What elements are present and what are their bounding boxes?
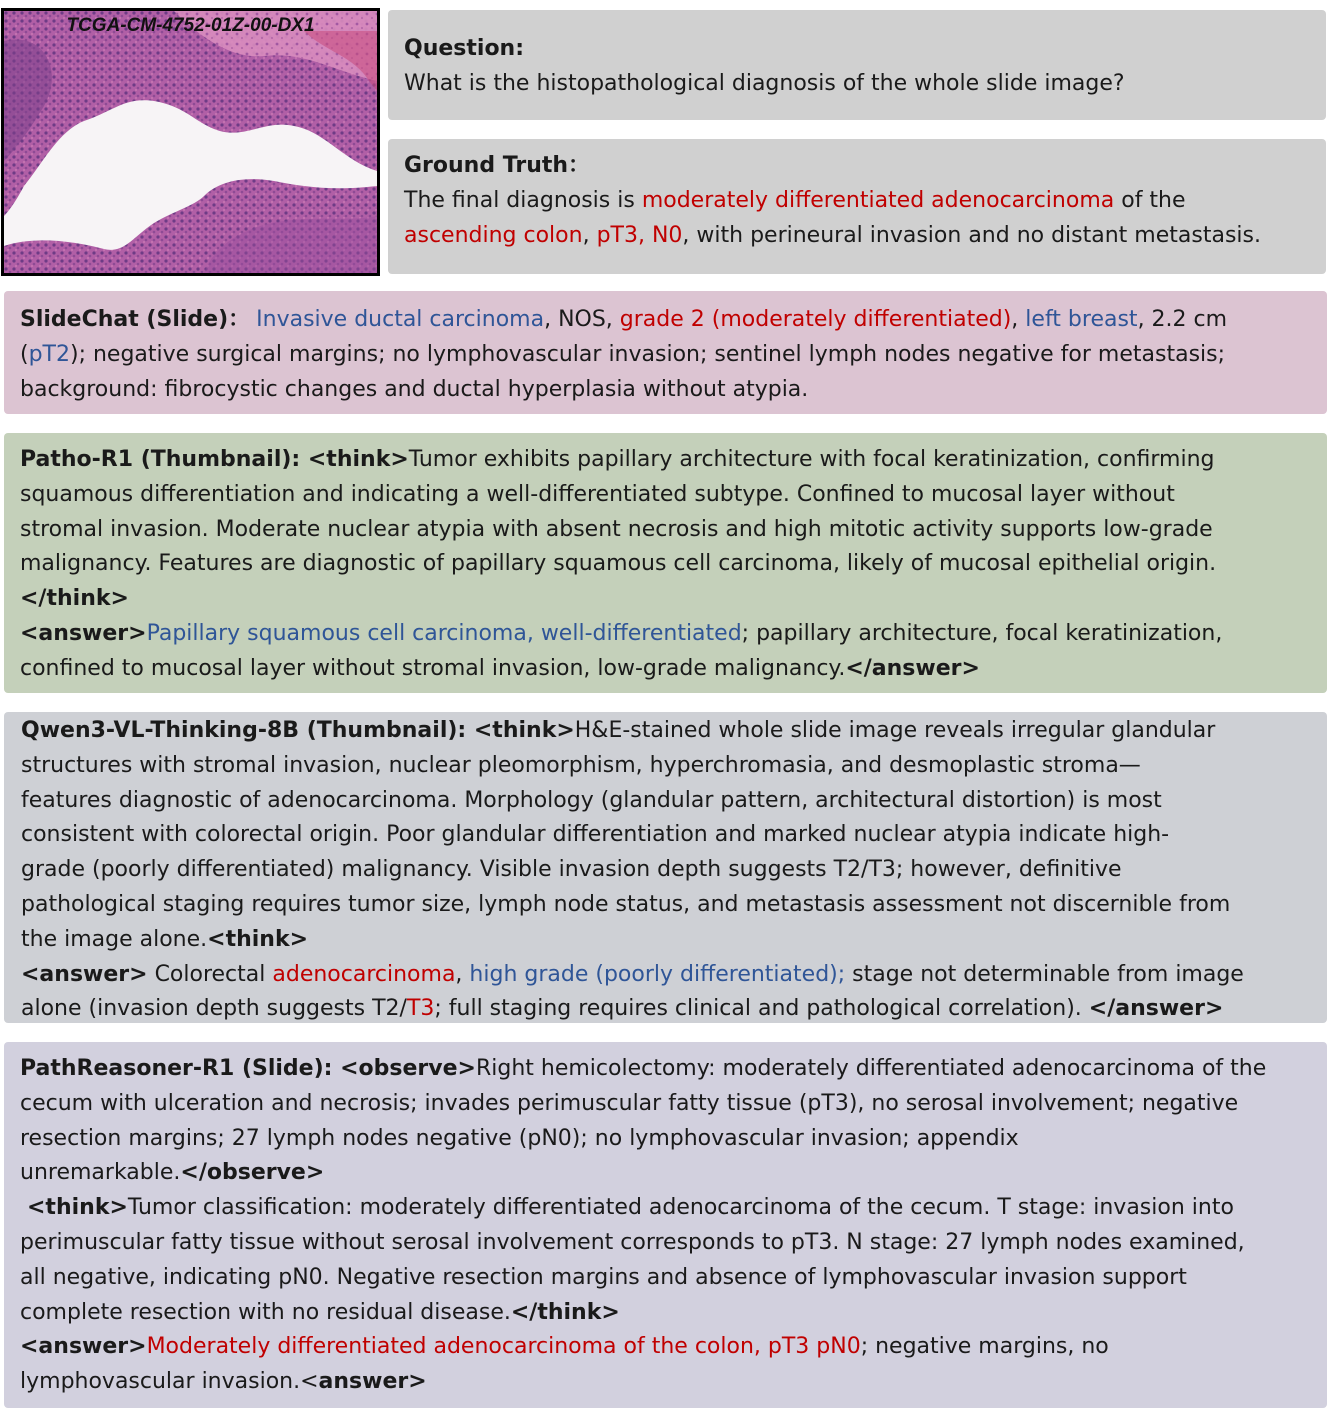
slidechat-diagnosis: Invasive ductal carcinoma [256,307,545,332]
pathreasoner-heading: PathReasoner-R1 (Slide): [20,1056,341,1081]
qwen-answer-text: alone (invasion depth suggests T2/ [21,996,407,1022]
think-tag: <think> [27,1195,128,1221]
patho-r1-box [4,433,1327,693]
qwen-think-text: features diagnostic of adenocarcinoma. Morphology (glandular pattern, architectural distortion) is most [21,787,1162,813]
answer-tag: <answer> [20,620,147,646]
ground-truth-heading: Ground Truth： [404,153,591,178]
patho-answer-text: ; papillary architecture, focal keratinization, [741,620,1223,646]
gt-diagnosis: moderately differentiated adenocarcinoma [641,187,1115,213]
patho-answer-diagnosis: Papillary squamous cell carcinoma, well-differentiated [146,620,742,646]
answer-close-tag: </answer> [845,655,980,681]
slidechat-heading: SlideChat (Slide)： [20,307,251,332]
question-box [388,10,1326,120]
pr-think-text: perimuscular fatty tissue without serosal involvement corresponds to pT3. N stage: 27 lymph nodes examined, [20,1229,1245,1255]
patho-think-text: squamous differentiation and indicating a well-differentiated subtype. Confined to mucosal layer without [20,481,1175,507]
slidechat-text: background: fibrocystic changes and ductal hyperplasia without atypia. [20,376,809,402]
patho-answer-text: confined to mucosal layer without stromal invasion, low-grade malignancy. [20,655,846,681]
pr-think-text: Tumor classification: moderately differentiated adenocarcinoma of the cecum. T stage: invasion into [127,1195,1234,1221]
gt-site: ascending colon [404,222,583,248]
qwen-think-text: pathological staging requires tumor size, lymph node status, and metastasis assessment not discernible from [21,891,1231,917]
answer-tag: <answer> [20,1334,147,1360]
slide-thumbnail [1,8,380,276]
qwen-think-text: consistent with colorectal origin. Poor glandular differentiation and marked nuclear atypia indicate high- [21,822,1170,848]
think-close-tag: </think> [510,1299,620,1325]
pr-think-text: complete resection with no residual disease. [20,1299,511,1325]
tissue-image [4,11,377,273]
slidechat-stage: pT2 [28,341,70,367]
pr-observe-text: Right hemicolectomy: moderately differentiated adenocarcinoma of the [475,1056,1267,1081]
patho-heading: Patho-R1 (Thumbnail): [20,447,308,472]
qwen-think-text: structures with stromal invasion, nuclear pleomorphism, hyperchromasia, and desmoplastic stroma— [21,752,1141,778]
think-close-tag: <think> [207,926,309,952]
slidechat-grade: grade 2 (moderately differentiated) [619,307,1012,332]
question-heading: Question: [404,36,525,61]
slidechat-text: , 2.2 cm [1137,307,1228,332]
qwen-answer-text: Colorectal [147,961,273,987]
qwen-heading: Qwen3-VL-Thinking-8B (Thumbnail): [21,718,474,743]
pathreasoner-box [4,1042,1327,1408]
think-close-tag: </think> [20,586,129,612]
qwen-answer-text: , [455,961,470,987]
qwen-answer-diagnosis: adenocarcinoma [272,961,456,987]
gt-text: , with perineural invasion and no distant metastasis. [682,222,1261,248]
question-text: What is the histopathological diagnosis of the whole slide image? [404,70,1125,96]
pr-answer-text: ; negative margins, no [860,1334,1109,1360]
slidechat-text: , [1011,307,1026,332]
pr-answer-text: lymphovascular invasion.< [20,1369,319,1395]
qwen-think-text: H&E-stained whole slide image reveals irregular glandular [574,718,1216,743]
slidechat-text: , NOS, [544,307,620,332]
answer-close-tag: </answer> [1088,996,1224,1022]
answer-tag: <answer> [21,961,148,987]
observe-tag: <observe> [340,1056,476,1081]
slide-id-label: TCGA-CM-4752-01Z-00-DX1 [66,15,315,36]
qwen-think-text: grade (poorly differentiated) malignancy. Visible invasion depth suggests T2/T3; however, definitive [21,857,1122,883]
qwen-answer-text: stage not determinable from image [845,961,1244,987]
gt-text: The final diagnosis is [404,187,642,213]
answer-close-tag: answer> [318,1369,427,1395]
gt-text: , [582,222,597,248]
pr-answer-diagnosis: Moderately differentiated adenocarcinoma of the colon, pT3 pN0 [146,1334,861,1360]
patho-think-text: stromal invasion. Moderate nuclear atypia with absent necrosis and high mitotic activity supports low-grade [20,516,1213,542]
think-tag: <think> [307,447,409,472]
patho-think-text: malignancy. Features are diagnostic of papillary squamous cell carcinoma, likely of mucosal epithelial origin. [20,551,1217,577]
pr-observe-text: unremarkable. [20,1160,181,1186]
qwen-think-text: the image alone. [21,926,208,952]
gt-stage: pT3, N0 [596,222,683,248]
observe-close-tag: </observe> [180,1160,325,1186]
patho-think-text: Tumor exhibits papillary architecture with focal keratinization, confirming [408,447,1215,472]
slidechat-text: ( [20,341,29,367]
pr-think-text: all negative, indicating pN0. Negative resection margins and absence of lymphovascular invasion support [20,1264,1187,1290]
qwen-answer-stage: T3 [406,996,435,1022]
slidechat-box [4,291,1327,414]
qwen-answer-text: ; full staging requires clinical and pathological correlation). [434,996,1089,1022]
pr-observe-text: cecum with ulceration and necrosis; invades perimuscular fatty tissue (pT3), no serosal involvement; negative [20,1090,1239,1116]
qwen-answer-grade: high grade (poorly differentiated); [469,961,846,987]
think-tag: <think> [473,718,575,743]
pr-observe-text: resection margins; 27 lymph nodes negative (pN0); no lymphovascular invasion; appendix [20,1125,1019,1151]
qwen3-box [4,712,1327,1023]
slidechat-site: left breast [1025,307,1138,332]
ground-truth-box [388,139,1326,274]
slidechat-text: ); negative surgical margins; no lymphovascular invasion; sentinel lymph nodes negative for metastasis; [70,341,1226,367]
gt-text: of the [1114,187,1186,213]
